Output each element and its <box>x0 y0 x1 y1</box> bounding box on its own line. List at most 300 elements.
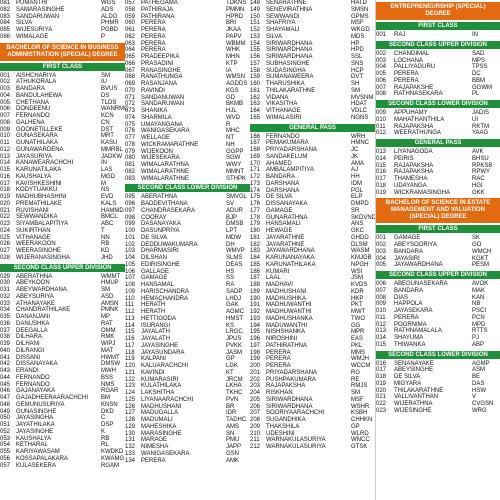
section-header-second-lower: SECOND CLASS LOWER DIVISION <box>125 184 250 192</box>
row-number: 191 <box>250 302 261 309</box>
student-initials: MMNT <box>226 168 244 175</box>
student-initials: ASM <box>472 367 486 374</box>
student-initials: PCN <box>472 314 485 321</box>
student-name: PUSHPAKUMARA <box>266 376 316 383</box>
result-row <box>125 437 250 444</box>
student-name: PERERA <box>141 457 166 464</box>
student-initials: BR <box>226 403 235 410</box>
student-name: MADHUSHANI <box>141 403 182 410</box>
student-initials: JADKW <box>101 153 122 160</box>
result-row <box>250 14 375 21</box>
student-name: KALPANI <box>141 356 166 363</box>
student-name: VITHANAGE <box>266 108 301 114</box>
section-header-first-class: FIRST CLASS <box>376 225 500 233</box>
row-number: 002 <box>376 50 387 57</box>
student-initials: JK <box>351 153 359 160</box>
student-name: SAMARASINGHE <box>16 6 65 13</box>
student-name: MADHUWANTHI <box>266 309 312 315</box>
row-number: 160 <box>250 81 261 87</box>
student-name: KAUSHALYA <box>16 173 52 180</box>
row-number: 072 <box>125 101 136 108</box>
student-initials: RAC <box>472 176 485 182</box>
student-name: WIJERATHNA <box>394 401 433 407</box>
row-number: 085 <box>0 27 11 33</box>
student-name: FERNANDO <box>16 113 50 119</box>
student-name: DARSHANA <box>266 187 300 194</box>
result-row <box>0 93 125 100</box>
student-initials: WMSN <box>226 74 245 81</box>
student-initials: KCN <box>101 113 114 119</box>
student-name: GUNATHILAKA <box>16 140 58 146</box>
student-initials: SK <box>472 235 481 242</box>
row-number: 178 <box>250 214 261 221</box>
result-row <box>250 41 375 48</box>
row-number: 048 <box>0 401 11 408</box>
student-name: GEMUNUSURIYA <box>16 401 65 408</box>
result-row <box>250 383 375 390</box>
student-initials: NH <box>226 141 235 148</box>
student-name: BANDARA <box>394 287 424 294</box>
row-number: 018 <box>0 187 11 194</box>
result-row <box>376 401 500 408</box>
student-initials: MRT <box>101 133 114 140</box>
row-number: 095 <box>125 194 136 201</box>
student-name: BADDEVITHANA <box>141 201 188 207</box>
student-initials: PAPV <box>226 33 242 40</box>
student-initials: GKK <box>472 189 485 196</box>
degree-header-estate-management: BACHELOR OF SCIENCE IN ESTATE MANAGEMENT AND VALUATION (SPECIAL) DEGREE <box>376 198 500 223</box>
result-row <box>125 169 250 176</box>
student-name: ATHUKORALA <box>16 79 57 86</box>
result-row <box>0 214 125 221</box>
row-number: 206 <box>250 403 261 410</box>
student-initials: DST <box>101 126 113 133</box>
row-number: 202 <box>250 376 261 383</box>
student-name: PERERA <box>266 349 291 356</box>
student-name: ABEYWARDHANA <box>16 287 67 293</box>
row-number: 203 <box>250 383 261 390</box>
student-name: JAYALATH <box>141 336 171 342</box>
result-row <box>125 81 250 88</box>
student-initials: GTSK <box>351 444 368 450</box>
student-name: ABEYKOON <box>16 280 50 287</box>
row-number: 024 <box>0 227 11 234</box>
result-row <box>250 208 375 215</box>
student-name: SANDARUWAN <box>16 13 60 20</box>
row-number: 173 <box>250 180 261 187</box>
result-row <box>125 176 250 183</box>
student-name: PERERA <box>141 27 166 33</box>
result-row <box>376 281 500 288</box>
student-initials: AGMP <box>472 360 490 367</box>
student-name: WANIGASEKARA <box>141 128 190 135</box>
student-initials: KMJGB <box>351 255 372 261</box>
student-initials: SH <box>351 81 360 87</box>
row-number: 013 <box>376 149 387 155</box>
student-name: DEDDUWAKUMARA <box>141 241 198 248</box>
entre-second-lower-list <box>376 110 500 137</box>
row-number: 188 <box>250 282 261 288</box>
student-initials: MAK <box>472 287 486 294</box>
row-number: 017 <box>0 180 11 187</box>
result-row <box>0 442 125 449</box>
student-initials: PMU <box>226 437 240 444</box>
row-number: 066 <box>125 60 136 67</box>
student-name: DISSANAYAKA <box>266 201 308 207</box>
result-row <box>0 449 125 456</box>
row-number: 071 <box>125 94 136 101</box>
row-number: 164 <box>250 108 261 114</box>
student-name: SILVA <box>266 33 283 40</box>
student-initials: M <box>101 180 106 187</box>
result-row <box>0 314 125 321</box>
student-initials: SM <box>351 390 360 396</box>
result-row <box>125 296 250 303</box>
result-row <box>0 422 125 429</box>
student-name: SENANAYAKE <box>394 360 434 367</box>
row-number: 022 <box>376 401 387 407</box>
row-number: 186 <box>250 268 261 275</box>
student-name: GAMAGE <box>394 235 421 242</box>
row-number: 161 <box>250 87 261 94</box>
student-initials: NN <box>101 234 110 241</box>
student-name: PRADEEPIKA <box>141 54 180 60</box>
result-row <box>250 101 375 108</box>
student-name: JAYASIRI <box>394 255 420 262</box>
student-initials: HP <box>351 40 360 47</box>
student-name: HERATH <box>141 302 166 309</box>
student-initials: CHHKN <box>351 417 373 423</box>
row-number: 009 <box>376 301 387 308</box>
result-row <box>125 356 250 363</box>
result-row <box>0 167 125 174</box>
row-number: 012 <box>376 130 387 137</box>
student-name: JAYALATH <box>141 329 171 336</box>
result-row <box>376 249 500 256</box>
row-number: 059 <box>125 13 136 20</box>
student-name: VIKASITHA <box>266 101 298 108</box>
row-number: 183 <box>250 248 261 255</box>
row-number: 101 <box>125 234 136 241</box>
student-name: LAKSHITHA <box>141 390 175 396</box>
row-number: 001 <box>376 235 387 242</box>
result-row <box>250 410 375 417</box>
column-4 <box>375 0 500 500</box>
student-name: JAYAWARDHANA <box>266 248 315 255</box>
student-initials: BE <box>472 374 481 380</box>
result-row <box>0 147 125 154</box>
row-number: 021 <box>0 207 11 214</box>
result-row <box>0 388 125 395</box>
student-name: PERERA <box>266 356 291 363</box>
result-row <box>0 274 125 281</box>
row-number: 115 <box>125 329 135 336</box>
student-name: KARUNATHILAKA <box>266 261 316 268</box>
student-initials: DSP <box>101 422 114 428</box>
row-number: 207 <box>250 410 261 417</box>
student-initials: KT <box>226 369 234 376</box>
student-name: HANSAMALI <box>266 221 301 228</box>
student-initials: GPMS <box>351 13 369 20</box>
result-row <box>125 309 250 316</box>
result-row <box>125 34 250 41</box>
student-initials: RMK <box>101 334 115 341</box>
result-row <box>0 375 125 382</box>
row-number: 008 <box>376 294 387 301</box>
row-number: 001 <box>376 32 387 38</box>
student-name: WELLAGE <box>141 135 171 141</box>
student-name: VIDANA <box>266 94 289 101</box>
col1-top-list <box>0 0 125 41</box>
row-number: 166 <box>250 133 261 140</box>
result-row <box>250 174 375 181</box>
result-row <box>376 149 500 156</box>
row-number: 077 <box>125 135 136 141</box>
result-row <box>376 342 500 349</box>
student-initials: HKP <box>351 295 364 302</box>
student-initials: GP <box>226 356 235 363</box>
student-name: LAAL <box>266 275 281 282</box>
result-row <box>125 228 250 235</box>
result-row <box>0 255 125 262</box>
student-initials: DVT <box>351 74 363 81</box>
result-row <box>250 108 375 115</box>
result-row <box>376 91 500 98</box>
student-initials: RPKSB <box>472 162 493 169</box>
row-number: 027 <box>0 248 11 254</box>
result-row <box>376 117 500 124</box>
result-row <box>0 34 125 41</box>
row-number: 108 <box>125 282 136 288</box>
student-name: KARUNATILAKA <box>16 167 62 173</box>
row-number: 022 <box>0 214 11 221</box>
row-number: 055 <box>0 449 11 455</box>
student-name: WIMALASIRI <box>266 114 302 121</box>
student-initials: RE <box>351 376 360 383</box>
student-name: PERERA <box>394 71 419 77</box>
row-number: 007 <box>376 84 387 91</box>
row-number: 156 <box>250 54 261 60</box>
row-number: 033 <box>0 300 11 307</box>
student-name: GAMAGE <box>141 275 168 282</box>
result-row <box>0 294 125 301</box>
student-initials: C <box>101 415 106 422</box>
result-row <box>250 134 375 141</box>
result-row <box>0 301 125 308</box>
student-initials: PVN <box>226 396 239 403</box>
student-initials: GP <box>351 423 360 430</box>
row-number: 057 <box>125 0 136 6</box>
row-number: 030 <box>0 280 11 287</box>
student-name: SIRIWARDHANA <box>266 403 313 410</box>
row-number: 099 <box>125 221 136 228</box>
student-name: RAJAPAKSHE <box>394 84 434 91</box>
student-initials: WRH <box>351 133 366 140</box>
student-name: SHARMILA <box>141 114 172 121</box>
student-initials: WBMM <box>226 40 246 47</box>
row-number: 124 <box>125 390 136 396</box>
student-name: FERNANDO <box>266 133 300 140</box>
row-number: 010 <box>0 133 11 140</box>
student-initials: SADP <box>226 288 243 295</box>
row-number: 096 <box>125 201 136 207</box>
result-row <box>125 201 250 208</box>
row-number: 001 <box>0 72 11 79</box>
student-initials: PKT <box>351 302 363 309</box>
student-name: MIGYARA <box>394 380 422 387</box>
student-name: WIJERANASINGHA <box>16 254 71 261</box>
row-number: 126 <box>125 403 136 410</box>
row-number: 198 <box>250 349 261 356</box>
result-row <box>125 282 250 289</box>
student-initials: RTTS <box>472 328 488 335</box>
result-row <box>0 463 125 470</box>
student-initials: BMCL <box>101 214 118 221</box>
student-name: UDAYANGA <box>394 182 427 189</box>
student-name: WIJEKOON <box>141 148 174 155</box>
result-row <box>250 20 375 27</box>
result-row <box>250 54 375 61</box>
student-initials: BJP <box>226 214 238 221</box>
student-initials: ASD <box>101 293 114 300</box>
col3-top-list <box>250 0 375 122</box>
result-row <box>0 409 125 416</box>
result-row <box>376 156 500 163</box>
row-number: 017 <box>376 367 387 374</box>
student-initials: DMSB <box>226 221 244 228</box>
student-name: DANANJANI <box>16 314 51 320</box>
result-row <box>0 194 125 201</box>
student-name: MADHUSHIKA <box>266 295 307 302</box>
student-name: VITHANAGE <box>16 234 51 241</box>
student-initials: JSM <box>351 275 363 282</box>
row-number: 036 <box>0 320 11 327</box>
student-initials: LRGC <box>226 329 243 336</box>
student-name: DIAS <box>394 294 409 301</box>
student-name: DEEGALLA <box>16 327 48 334</box>
row-number: 196 <box>250 336 261 342</box>
student-name: DILHANI <box>16 341 40 347</box>
row-number: 109 <box>125 288 136 295</box>
student-name: AMBALAMPITIYA <box>266 167 314 174</box>
result-row <box>0 415 125 422</box>
result-row <box>125 255 250 262</box>
student-initials: RMJS <box>351 383 368 390</box>
student-name: SIRIWARDHANA <box>266 54 313 60</box>
student-initials: MMS <box>351 349 365 356</box>
result-row <box>376 124 500 131</box>
student-initials: AGDDS <box>226 81 248 87</box>
student-name: SENEVIRATHNA <box>266 6 313 13</box>
student-name: PRIYADARSHANA <box>266 369 317 376</box>
row-number: 199 <box>250 356 261 363</box>
row-number: 057 <box>0 462 11 469</box>
result-row <box>125 316 250 323</box>
column-1 <box>0 0 129 500</box>
result-row <box>0 368 125 375</box>
result-row <box>0 287 125 294</box>
student-name: PEIRIS <box>394 155 414 162</box>
section-header-general-pass: GENERAL PASS <box>376 139 500 147</box>
student-initials: JKAA <box>226 27 242 33</box>
student-initials: NPGH <box>351 261 369 268</box>
student-name: THARUSHIKA <box>266 81 305 87</box>
row-number: 015 <box>376 162 387 169</box>
result-row <box>376 242 500 249</box>
row-number: 079 <box>125 148 136 155</box>
student-initials: JASM <box>226 349 243 356</box>
row-number: 131 <box>125 437 136 444</box>
row-number: 209 <box>250 423 261 430</box>
student-initials: KGKT <box>472 255 489 262</box>
row-number: 118 <box>125 349 135 356</box>
student-initials: RG <box>351 369 360 376</box>
student-initials: IDM <box>351 180 362 187</box>
result-row <box>0 20 125 27</box>
result-row <box>376 361 500 368</box>
result-row <box>0 361 125 368</box>
row-number: 011 <box>376 314 386 321</box>
row-number: 023 <box>376 407 387 414</box>
student-name: KULASEKERA <box>16 462 57 469</box>
result-row <box>125 363 250 370</box>
student-initials: WMVP <box>226 248 245 255</box>
student-initials: PGL <box>351 187 364 194</box>
row-number: 002 <box>376 242 387 248</box>
result-row <box>250 188 375 195</box>
result-row <box>376 262 500 269</box>
student-initials: GGPP <box>226 148 244 155</box>
student-initials: JC <box>351 147 359 153</box>
row-number: 148 <box>250 0 261 6</box>
result-row <box>250 316 375 323</box>
student-initials: V <box>472 394 477 401</box>
row-number: 102 <box>125 241 136 248</box>
student-name: SANDARUWAN <box>141 101 185 108</box>
student-name: RATHNAMALALA <box>394 328 442 335</box>
student-name: NIMESHA <box>141 444 169 450</box>
row-number: 120 <box>125 363 136 369</box>
row-number: 177 <box>250 207 261 214</box>
degree-header-entrepreneurship: ENTREPRENEURSHIP (SPECIAL) DEGREE <box>376 2 500 20</box>
student-initials: AMSN <box>101 300 119 307</box>
row-number: 017 <box>376 176 387 182</box>
result-row <box>0 120 125 127</box>
student-name: SILVA <box>16 20 33 27</box>
row-number: 194 <box>250 322 261 329</box>
student-name: CHETHANA <box>16 99 50 106</box>
student-initials: PVKK <box>226 342 243 349</box>
row-number: 011 <box>376 123 386 130</box>
result-row <box>376 110 500 117</box>
student-name: ABEYSURIYA <box>16 293 54 300</box>
student-name: RAJAPAKSHA <box>394 123 434 130</box>
student-name: RUVISHANI <box>16 207 49 214</box>
student-initials: DMPD <box>351 201 369 207</box>
student-name: MARAGE <box>141 437 168 444</box>
result-row <box>376 322 500 329</box>
student-initials: WMMT <box>101 273 121 280</box>
column-3 <box>250 0 375 500</box>
row-number: 021 <box>376 394 387 401</box>
row-number: 069 <box>125 81 136 87</box>
student-name: PERERA <box>141 33 166 40</box>
section-header-second-lower: SECOND CLASS LOWER DIVISION <box>376 100 500 108</box>
row-number: 129 <box>125 423 136 430</box>
student-name: MADHAVI <box>266 282 293 288</box>
result-row <box>250 255 375 262</box>
result-row <box>125 343 250 350</box>
